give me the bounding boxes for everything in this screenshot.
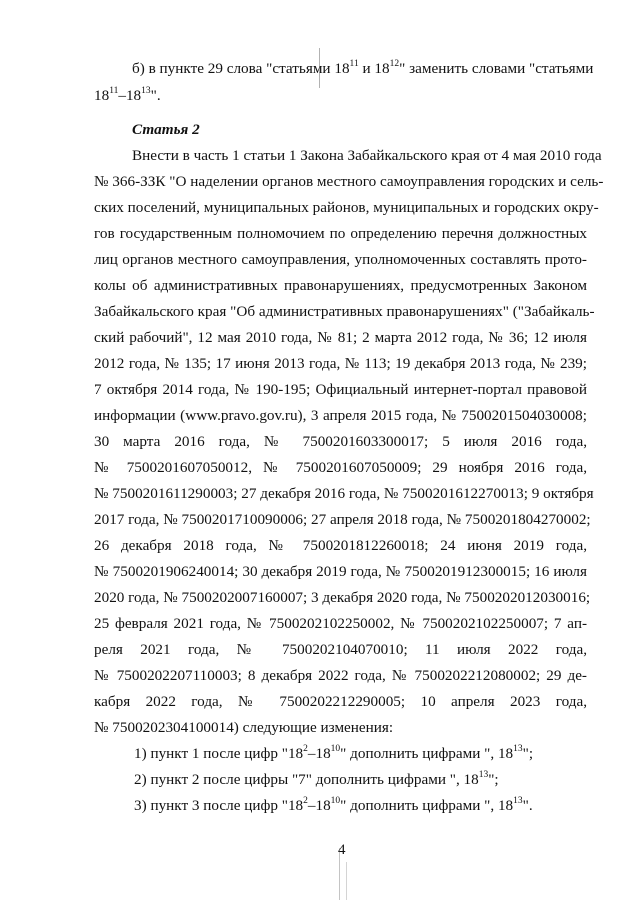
body-line: 7 октября 2014 года, № 190-195; Официальный интернет-портал правовой xyxy=(94,381,587,398)
body-line: Внести в часть 1 статьи 1 Закона Забайкальского края от 4 мая 2010 года xyxy=(132,147,602,164)
body-line: ских поселений, муниципальных районов, муниципальных и городских окру- xyxy=(94,199,599,216)
body-line: 2017 года, № 7500201710090006; 27 апреля 2018 года, № 7500201804270002; xyxy=(94,511,591,528)
body-line: информации (www.pravo.gov.ru), 3 апреля 2015 года, № 7500201504030008; xyxy=(94,407,587,424)
body-line: 2020 года, № 7500202007160007; 3 декабря 2020 года, № 7500202012030016; xyxy=(94,589,591,606)
scan-mark xyxy=(339,848,340,900)
body-line: 26 декабря 2018 года, № 7500201812260018; 24 июня 2019 года, xyxy=(94,537,587,554)
page-number: 4 xyxy=(338,842,346,858)
list-item-2: 2) пункт 2 после цифры "7" дополнить цифрами ", $18^{13}$"; xyxy=(134,769,499,788)
body-line: кабря 2022 года, № 7500202212290005; 10 апреля 2023 года, xyxy=(94,693,587,710)
body-line: № 366-ЗЗК "О наделении органов местного самоуправления городских и сель- xyxy=(94,173,604,190)
body-line: № 7500201906240014; 30 декабря 2019 года, № 7500201912300015; 16 июля xyxy=(94,563,587,580)
body-line: ский рабочий", 12 мая 2010 года, № 81; 2 марта 2012 года, № 36; 12 июля xyxy=(94,329,587,346)
body-line: лиц органов местного самоуправления, уполномоченных составлять прото- xyxy=(94,251,587,268)
list-item-3: 3) пункт 3 после цифр "$18^2-18^{10}$" дополнить цифрами ", $18^{13}$". xyxy=(134,795,533,814)
body-line: № 7500201611290003; 27 декабря 2016 года, № 7500201612270013; 9 октября xyxy=(94,485,594,502)
list-item-1: 1) пункт 1 после цифр "$18^2-18^{10}$" дополнить цифрами ", $18^{13}$"; xyxy=(134,743,534,762)
scan-mark xyxy=(346,862,347,900)
body-line: Забайкальского края "Об административных правонарушениях" ("Забайкаль- xyxy=(94,303,595,320)
body-last-line: № 7500202304100014) следующие изменения: xyxy=(94,719,394,736)
body-line: 25 февраля 2021 года, № 7500202102250002, № 7500202102250007; 7 ап- xyxy=(94,615,587,632)
body-line: реля 2021 года, № 7500202104070010; 11 июля 2022 года, xyxy=(94,641,587,658)
scan-mark xyxy=(319,48,320,88)
body-line: № 7500201607050012, № 7500201607050009; 29 ноября 2016 года, xyxy=(94,459,587,476)
body-line: гов государственным полномочием по определению перечня должностных xyxy=(94,225,587,242)
body-line: колы об административных правонарушениях, предусмотренных Законом xyxy=(94,277,587,294)
article-heading: Статья 2 xyxy=(132,121,200,138)
item-b-line-1: б) в пункте 29 слова "статьями $18^{11}$ и $18^{12}$" заменить словами "статьями xyxy=(132,58,594,77)
item-b-line-2: $18^{11}-18^{13}$". xyxy=(94,85,161,104)
body-line: 30 марта 2016 года, № 7500201603300017; 5 июля 2016 года, xyxy=(94,433,587,450)
body-line: 2012 года, № 135; 17 июня 2013 года, № 113; 19 декабря 2013 года, № 239; xyxy=(94,355,587,372)
body-line: № 7500202207110003; 8 декабря 2022 года, № 7500202212080002; 29 де- xyxy=(94,667,587,684)
